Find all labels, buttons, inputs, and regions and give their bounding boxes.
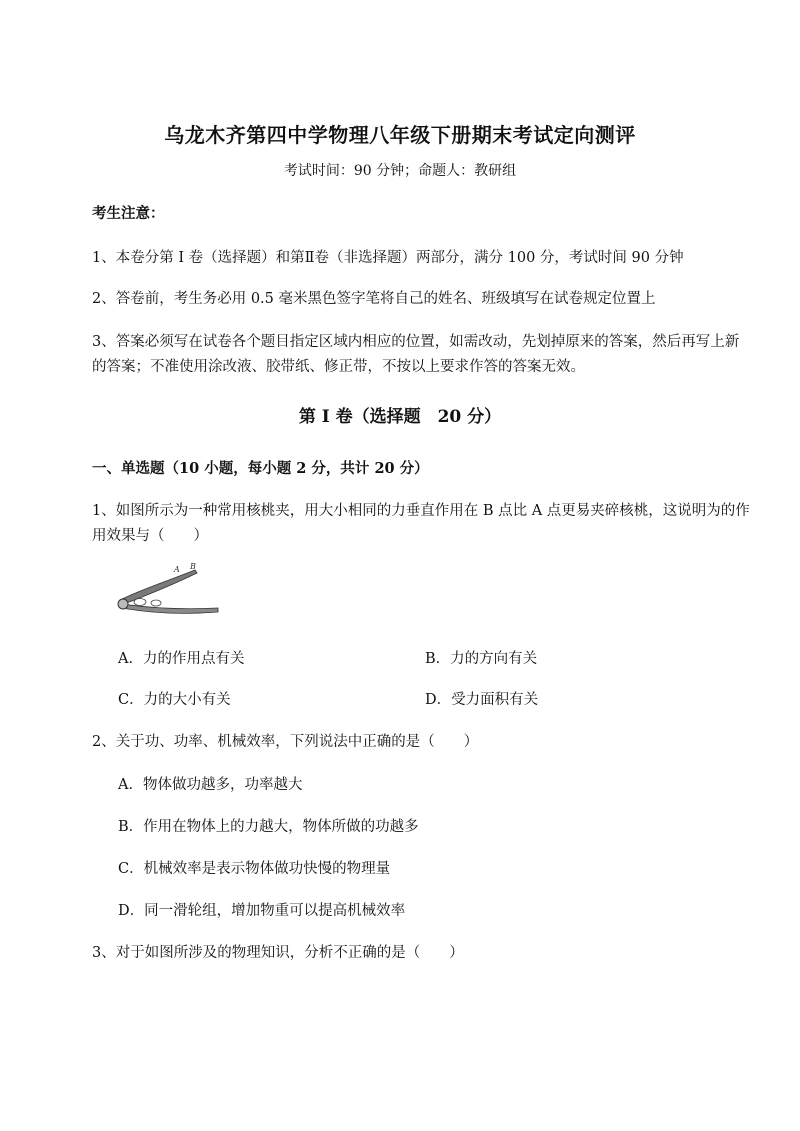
q1-option-b[interactable]: B．力的方向有关 [425,651,538,667]
section-title: 第 I 卷（选择题 20 分） [298,407,502,427]
nutcracker-image [110,560,222,620]
exam-subtitle: 考试时间：90 分钟；命题人：教研组 [283,163,517,179]
q2-option-d[interactable]: D．同一滑轮组，增加物重可以提高机械效率 [118,903,406,919]
notice-item-3-cont: 的答案；不准使用涂改液、胶带纸、修正带，不按以上要求作答的答案无效。 [92,359,585,375]
q1-stem-line1: 1、如图所示为一种常用核桃夹，用大小相同的力垂直作用在 B 点比 A 点更易夹碎核桃，这说明为的作 [92,503,750,519]
part-heading: 一、单选题（10 小题，每小题 2 分，共计 20 分） [92,460,429,477]
figure-label-a: A [174,565,180,574]
q2-option-c[interactable]: C．机械效率是表示物体做功快慢的物理量 [118,861,391,877]
exam-title: 乌龙木齐第四中学物理八年级下册期末考试定向测评 [164,123,636,147]
q1-option-c[interactable]: C．力的大小有关 [118,692,231,708]
q2-stem: 2、关于功、功率、机械效率，下列说法中正确的是（ ） [92,734,479,750]
nutcracker-figure [110,560,222,620]
notice-heading: 考生注意： [92,205,165,222]
notice-item-3: 3、答案必须写在试卷各个题目指定区域内相应的位置，如需改动，先划掉原来的答案，然后再写上新 [92,334,740,350]
q1-option-a[interactable]: A．力的作用点有关 [118,651,245,667]
q2-option-a[interactable]: A．物体做功越多，功率越大 [118,777,303,793]
notice-item-1: 1、本卷分第 I 卷（选择题）和第Ⅱ卷（非选择题）两部分，满分 100 分，考试时间 90 分钟 [92,250,684,266]
notice-item-2: 2、答卷前，考生务必用 0.5 毫米黑色签字笔将自己的姓名、班级填写在试卷规定位置上 [92,291,656,307]
figure-label-b: B [190,562,196,571]
q1-stem-line2: 用效果与（ ） [92,528,208,544]
q3-stem: 3、对于如图所涉及的物理知识，分析不正确的是（ ） [92,945,464,961]
q2-option-b[interactable]: B．作用在物体上的力越大，物体所做的功越多 [118,819,419,835]
q1-option-d[interactable]: D．受力面积有关 [425,692,539,708]
